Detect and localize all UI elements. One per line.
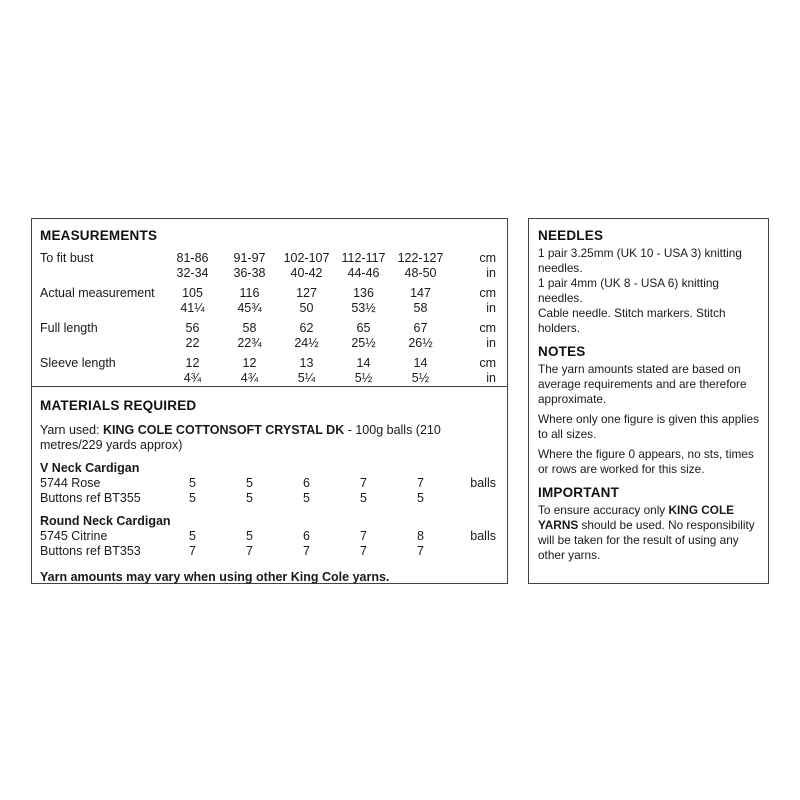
size-values: 105 41¼	[180, 286, 205, 315]
size-values: 91-97 36-38	[233, 251, 266, 280]
row-label: Actual measurement	[40, 286, 155, 300]
notes-heading: NOTES	[538, 344, 586, 359]
round-neck-cardigan-group	[40, 514, 499, 559]
yarn-quantity-row: 5745 Citrine 5 5 6 7 8 balls	[40, 529, 499, 544]
size-values: 58 22¾	[237, 321, 262, 350]
size-values: 81-86 32-34	[176, 251, 209, 280]
row-label: Full length	[40, 321, 98, 335]
unit-label	[449, 491, 499, 506]
needles-heading: NEEDLES	[538, 228, 604, 243]
group-heading: V Neck Cardigan	[40, 461, 140, 475]
notes-paragraph: The yarn amounts stated are based on average requirements and are therefore approximate.	[538, 362, 747, 406]
unit-label: balls	[470, 529, 496, 543]
measurements-section	[32, 219, 507, 387]
unit-labels: cm in	[479, 321, 496, 350]
measurements-materials-panel	[31, 218, 508, 584]
unit-labels: cm in	[479, 356, 496, 385]
row-label: Buttons ref BT355	[40, 491, 141, 505]
notes-section	[538, 343, 759, 477]
yarn-name: KING COLE COTTONSOFT CRYSTAL DK	[103, 423, 345, 437]
size-values: 56 22	[185, 321, 200, 350]
unit-labels: cm in	[479, 251, 496, 280]
needles-notes-panel	[528, 218, 769, 584]
row-label: To fit bust	[40, 251, 94, 265]
brand-emphasis: KING COLE YARNS	[538, 503, 735, 532]
buttons-row: Buttons ref BT353 7 7 7 7 7	[40, 544, 499, 559]
measurement-row-full-length	[40, 321, 499, 351]
buttons-row: Buttons ref BT355 5 5 5 5 5	[40, 491, 499, 506]
row-label: Buttons ref BT353	[40, 544, 141, 558]
measurement-row-actual-measurement	[40, 286, 499, 316]
yarn-variation-footnote: Yarn amounts may vary when using other King Cole yarns.	[40, 570, 390, 584]
row-label: 5745 Citrine	[40, 529, 108, 543]
group-heading: Round Neck Cardigan	[40, 514, 171, 528]
needles-item: 1 pair 3.25mm (UK 10 - USA 3) knitting needles.	[538, 246, 742, 275]
size-values: 116 45¾	[237, 286, 262, 315]
measurement-row-sleeve-length	[40, 356, 499, 386]
important-heading: IMPORTANT	[538, 485, 620, 500]
row-label: 5744 Rose	[40, 476, 101, 490]
size-values: 122-127 48-50	[397, 251, 444, 280]
needles-item: Cable needle. Stitch markers. Stitch holders.	[538, 306, 726, 335]
notes-paragraph: Where only one figure is given this applies to all sizes.	[538, 412, 759, 441]
important-paragraph: To ensure accuracy only KING COLE YARNS should be used. No responsibility will be taken for the result of using any other yarns.	[538, 503, 755, 562]
needles-item: 1 pair 4mm (UK 8 - USA 6) knitting needles.	[538, 276, 719, 305]
unit-label: balls	[470, 476, 496, 490]
unit-label	[449, 544, 499, 559]
size-values: 102-107 40-42	[283, 251, 330, 280]
size-values: 112-117 44-46	[341, 251, 386, 280]
materials-heading: MATERIALS REQUIRED	[40, 398, 197, 413]
size-values: 65 25½	[351, 321, 376, 350]
yarn-quantity-row: 5744 Rose 5 5 6 7 7 balls	[40, 476, 499, 491]
important-section	[538, 484, 759, 563]
size-values: 14 5½	[411, 356, 430, 385]
size-values: 62 24½	[294, 321, 319, 350]
yarn-used-line: Yarn used: KING COLE COTTONSOFT CRYSTAL DK - 100g balls (210 metres/229 yards approx)	[40, 423, 441, 452]
v-neck-cardigan-group	[40, 461, 499, 506]
needles-section	[538, 227, 759, 336]
unit-labels: cm in	[479, 286, 496, 315]
measurements-heading: MEASUREMENTS	[40, 228, 158, 243]
notes-paragraph: Where the figure 0 appears, no sts, times or rows are worked for this size.	[538, 447, 754, 476]
size-values: 127 50	[296, 286, 317, 315]
size-values: 147 58	[410, 286, 431, 315]
size-values: 13 5¼	[297, 356, 316, 385]
row-label: Sleeve length	[40, 356, 116, 370]
materials-section	[32, 387, 507, 585]
measurement-row-to-fit-bust	[40, 251, 499, 281]
size-values: 12 4¾	[183, 356, 202, 385]
size-values: 12 4¾	[240, 356, 259, 385]
size-values: 136 53½	[351, 286, 376, 315]
size-values: 67 26½	[408, 321, 433, 350]
size-values: 14 5½	[354, 356, 373, 385]
